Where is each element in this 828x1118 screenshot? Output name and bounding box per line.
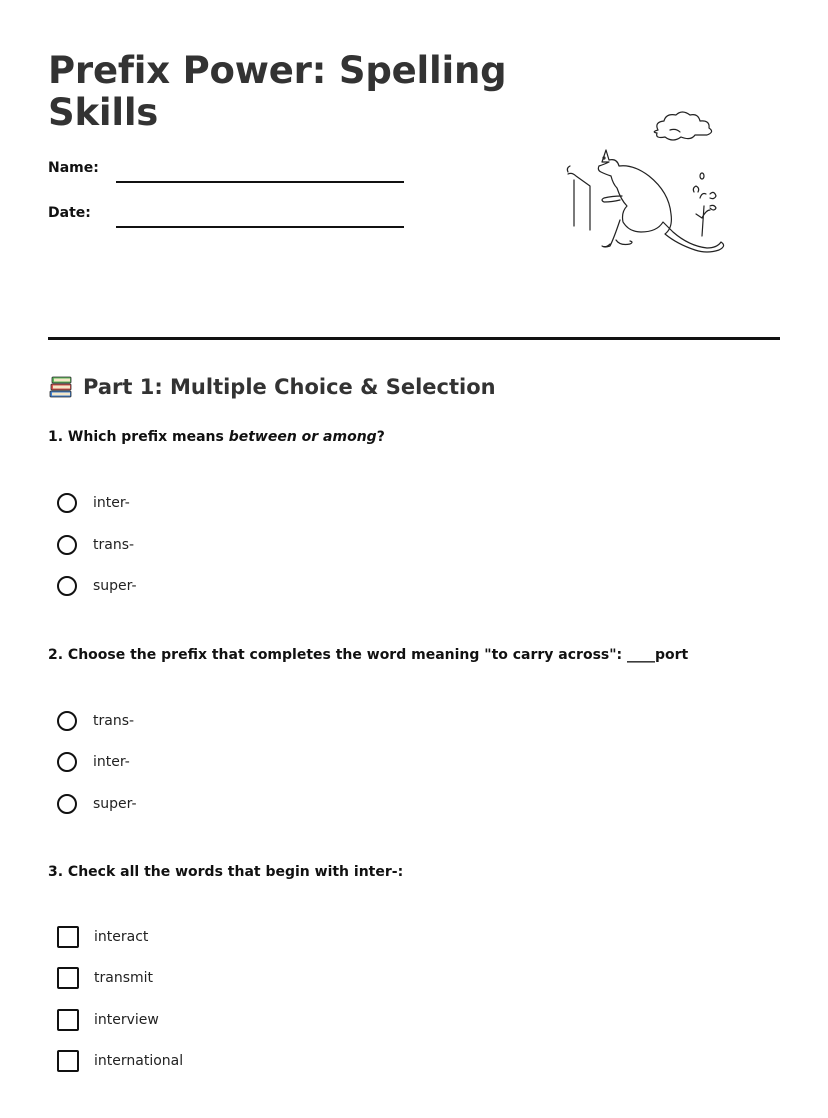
option-label: inter- xyxy=(93,754,130,770)
q3-option-interview[interactable] xyxy=(57,1008,159,1032)
question-1-prompt-end: ? xyxy=(376,429,385,445)
question-2: 2. Choose the prefix that completes the word meaning "to carry across": ____port xyxy=(48,647,689,663)
radio-button[interactable] xyxy=(57,493,77,513)
checkbox[interactable] xyxy=(57,926,79,948)
kangaroo-illustration xyxy=(552,100,742,260)
radio-button[interactable] xyxy=(57,794,77,814)
question-3: 3. Check all the words that begin with inter-: xyxy=(48,864,404,880)
question-1-prompt-start: 1. Which prefix means xyxy=(48,429,229,445)
q2-option-inter[interactable] xyxy=(57,750,130,774)
question-1-emphasis: between or among xyxy=(228,429,377,445)
radio-button[interactable] xyxy=(57,752,77,772)
radio-button[interactable] xyxy=(57,576,77,596)
q2-option-trans[interactable] xyxy=(57,709,134,733)
name-label: Name: xyxy=(48,160,99,176)
checkbox[interactable] xyxy=(57,1050,79,1072)
checkbox[interactable] xyxy=(57,1009,79,1031)
question-1 xyxy=(48,429,385,445)
option-label: transmit xyxy=(94,970,154,986)
part1-heading xyxy=(48,374,496,400)
books-icon xyxy=(48,374,74,400)
checkbox[interactable] xyxy=(57,967,79,989)
q3-option-interact[interactable] xyxy=(57,925,148,949)
option-label: interact xyxy=(94,929,149,945)
date-label: Date: xyxy=(48,205,91,221)
q2-option-super[interactable] xyxy=(57,792,137,816)
option-label: international xyxy=(94,1053,184,1069)
section-divider xyxy=(48,337,780,340)
option-label: super- xyxy=(93,578,137,594)
worksheet-title: Prefix Power: Spelling Skills xyxy=(48,49,507,134)
part1-heading-text: Part 1: Multiple Choice & Selection xyxy=(83,375,496,399)
q3-option-transmit[interactable] xyxy=(57,966,153,990)
option-label: inter- xyxy=(93,495,130,511)
option-label: trans- xyxy=(93,537,135,553)
option-label: interview xyxy=(94,1012,159,1028)
q3-option-international[interactable] xyxy=(57,1049,183,1073)
q1-option-trans[interactable] xyxy=(57,533,134,557)
cloud-icon xyxy=(654,112,711,140)
option-label: super- xyxy=(93,796,137,812)
name-field[interactable] xyxy=(116,181,404,183)
radio-button[interactable] xyxy=(57,711,77,731)
q1-option-inter[interactable] xyxy=(57,491,130,515)
date-field[interactable] xyxy=(116,226,404,228)
q1-option-super[interactable] xyxy=(57,574,137,598)
radio-button[interactable] xyxy=(57,535,77,555)
option-label: trans- xyxy=(93,713,135,729)
